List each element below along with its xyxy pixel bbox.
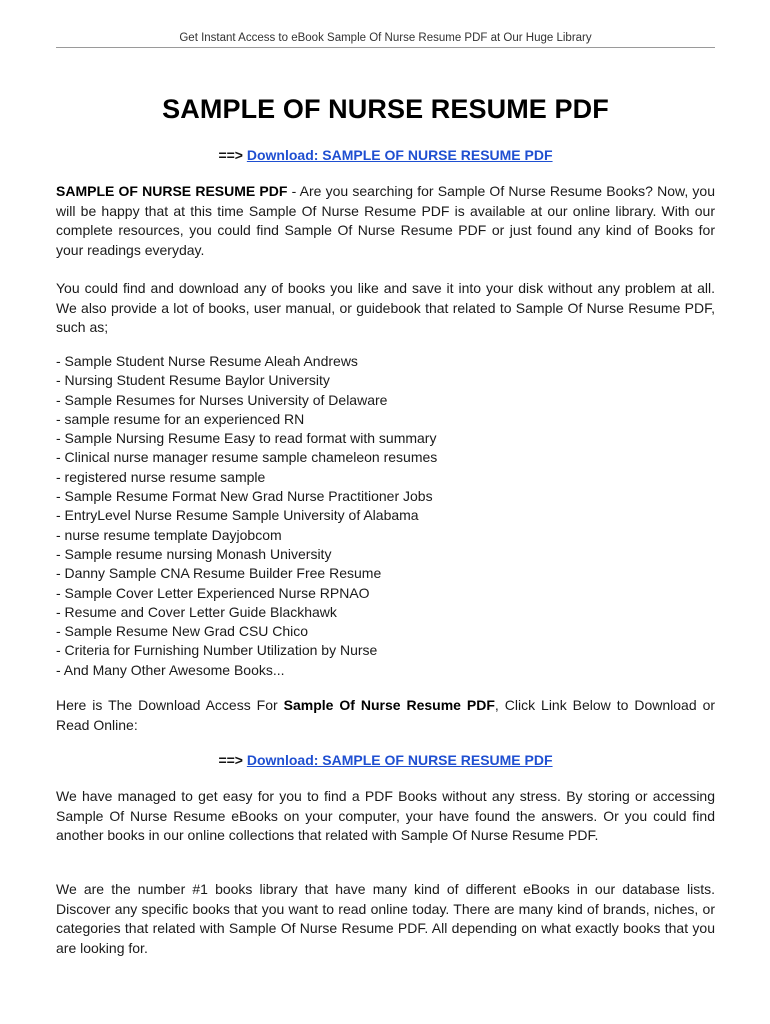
intro-paragraph (56, 182, 715, 260)
download-link-bottom[interactable]: Download: SAMPLE OF NURSE RESUME PDF (246, 752, 553, 768)
list-item: - Nursing Student Resume Baylor University (56, 372, 330, 389)
download-arrow: ==> (218, 147, 243, 163)
paragraph-find-download: You could find and download any of books you like and save it into your disk without any problem at all. We also provide a lot of books, user manual, or guidebook that related to Sample Of Nurse Resume PDF, such as; (56, 280, 715, 335)
intro-text: - Are you searching for Sample Of Nurse Resume Books? Now, you will be happy that at this time Sample Of Nurse Resume PDF is available at our online library. With our complete resources, you could find Sample Of Nurse Resume PDF or just found any kind of Books for your readings everyday. (56, 183, 715, 258)
download-access-paragraph (56, 696, 715, 735)
list-item: - registered nurse resume sample (56, 468, 266, 485)
list-item: - Resume and Cover Letter Guide Blackhawk (56, 603, 337, 620)
list-item: - Sample Nursing Resume Easy to read format with summary (56, 430, 437, 447)
related-books-list (56, 352, 715, 680)
list-item: - nurse resume template Dayjobcom (56, 526, 282, 543)
list-item: - EntryLevel Nurse Resume Sample University of Alabama (56, 507, 419, 524)
download-link-top[interactable]: Download: SAMPLE OF NURSE RESUME PDF (246, 147, 553, 163)
list-item: - Sample Cover Letter Experienced Nurse RPNAO (56, 584, 370, 601)
access-prefix: Here is The Download Access For (56, 697, 284, 713)
list-item: - Sample Student Nurse Resume Aleah Andrews (56, 353, 358, 369)
intro-bold-title: SAMPLE OF NURSE RESUME PDF (56, 183, 288, 199)
download-arrow: ==> (218, 752, 243, 768)
paragraph-number-one: We are the number #1 books library that have many kind of different eBooks in our database lists. Discover any specific books that you want to read online today. There are many kind of brands, niches, or categories that related with Sample Of Nurse Resume PDF. All depending on what exactly books that you are looking for. (56, 881, 715, 956)
paragraph-managed: We have managed to get easy for you to find a PDF Books without any stress. By storing or accessing Sample Of Nurse Resume eBooks on your computer, your have found the answers. Or you could find another books in our online collections that related with Sample Of Nurse Resume PDF. (56, 788, 715, 843)
list-item: - Sample Resume New Grad CSU Chico (56, 623, 309, 640)
list-item: - Sample Resume Format New Grad Nurse Practitioner Jobs (56, 488, 433, 505)
access-bold-title: Sample Of Nurse Resume PDF (283, 697, 495, 713)
list-item: - And Many Other Awesome Books... (56, 661, 285, 678)
page-header: Get Instant Access to eBook Sample Of Nurse Resume PDF at Our Huge Library (179, 32, 592, 44)
list-item: - Criteria for Furnishing Number Utilization by Nurse (56, 642, 378, 659)
list-item: - Danny Sample CNA Resume Builder Free Resume (56, 565, 382, 582)
download-line-bottom (56, 751, 715, 770)
list-item: - Clinical nurse manager resume sample chameleon resumes (56, 449, 438, 466)
list-item: - Sample resume nursing Monash University (56, 545, 332, 562)
download-line-top (56, 146, 715, 165)
header-divider (56, 47, 715, 48)
list-item: - sample resume for an experienced RN (56, 410, 305, 427)
document-title: SAMPLE OF NURSE RESUME PDF (162, 94, 609, 124)
access-suffix: , Click Link Below to Download or Read Online: (56, 697, 716, 733)
list-item: - Sample Resumes for Nurses University of Delaware (56, 391, 388, 408)
